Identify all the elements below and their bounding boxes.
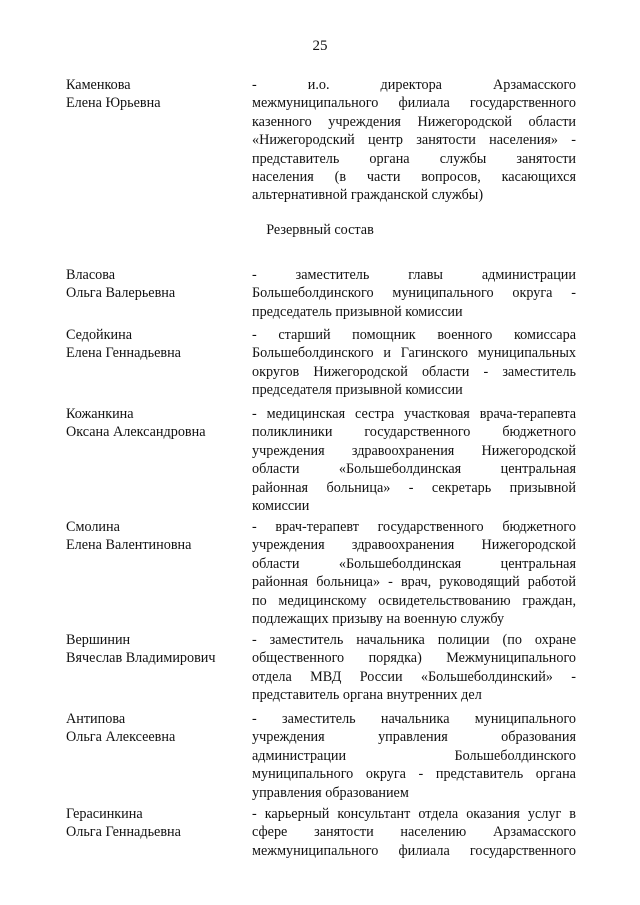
role-line: учреждения управления образования (252, 729, 576, 746)
role-line: альтернативной гражданской службы) (252, 187, 484, 204)
section-heading: Резервный состав (266, 222, 374, 238)
member-given-names: Оксана Александровна (66, 424, 206, 441)
role-line: - заместитель начальника муниципального (252, 711, 576, 727)
role-line: Большеболдинского муниципального округа - (252, 285, 576, 302)
role-line: районная больница» - врач, руководящий работой (252, 574, 576, 591)
member-given-names: Ольга Геннадьевна (66, 824, 181, 841)
member-name-block (66, 805, 246, 842)
role-line: - врач-терапевт государственного бюджетного (252, 519, 576, 535)
role-line: комиссии (252, 497, 310, 514)
member-role (252, 405, 576, 515)
role-line: населения (в части вопросов, касающихся (252, 168, 576, 185)
role-line: округов Нижегородской области - заместитель (252, 363, 576, 380)
member-surname: Власова (66, 267, 116, 283)
role-line: учреждения здравоохранения Нижегородской (252, 442, 576, 459)
member-name-block (66, 710, 246, 747)
member-role (252, 710, 576, 802)
member-surname: Смолина (66, 519, 120, 535)
member-given-names: Вячеслав Владимирович (66, 650, 216, 667)
member-name-block (66, 405, 246, 442)
role-line: области «Большеболдинская центральная (252, 555, 576, 572)
member-given-names: Елена Валентиновна (66, 537, 192, 554)
member-name-block (66, 518, 246, 555)
role-line: - заместитель начальника полиции (по охране (252, 632, 576, 648)
member-role (252, 326, 576, 400)
role-line: районная больница» - секретарь призывной (252, 479, 576, 496)
member-surname: Вершинин (66, 632, 131, 648)
member-surname: Кожанкина (66, 406, 134, 422)
member-given-names: Ольга Алексеевна (66, 729, 176, 746)
member-role (252, 805, 576, 860)
role-line: отдела МВД России «Большеболдинский» - (252, 668, 576, 685)
member-given-names: Ольга Валерьевна (66, 285, 176, 302)
role-line: муниципального округа - представитель органа (252, 766, 576, 783)
role-line: председатель призывной комиссии (252, 303, 463, 320)
member-role (252, 266, 576, 321)
member-role (252, 518, 576, 628)
role-line: управления образованием (252, 784, 409, 801)
role-line: поликлиники государственного бюджетного (252, 424, 576, 441)
member-surname: Каменкова (66, 77, 131, 93)
role-line: председателя призывной комиссии (252, 382, 463, 399)
role-line: Большеболдинского и Гагинского муниципальных (252, 345, 576, 362)
role-line: межмуниципального филиала государственного (252, 842, 576, 859)
role-line: области «Большеболдинская центральная (252, 461, 576, 478)
role-line: - медицинская сестра участковая врача-терапевта (252, 406, 576, 422)
member-name-block (66, 76, 246, 113)
role-line: «Нижегородский центр занятости населения» - (252, 132, 576, 149)
role-line: по медицинскому освидетельствованию граждан, (252, 592, 576, 609)
role-line: - и.о. директора Арзамасского (252, 77, 576, 93)
role-line: - карьерный консультант отдела оказания услуг в (252, 806, 576, 822)
role-line: межмуниципального филиала государственного (252, 95, 576, 112)
member-given-names: Елена Юрьевна (66, 95, 161, 112)
page-number: 25 (312, 38, 328, 54)
member-name-block (66, 631, 246, 668)
member-name-block (66, 326, 246, 363)
role-line: представитель органа внутренних дел (252, 687, 482, 704)
member-surname: Антипова (66, 711, 126, 727)
role-line: - старший помощник военного комиссара (252, 327, 576, 343)
role-line: казенного учреждения Нижегородской области (252, 113, 576, 130)
role-line: представитель органа службы занятости (252, 150, 576, 167)
role-line: подлежащих призыву на военную службу (252, 610, 505, 627)
member-role (252, 631, 576, 705)
role-line: - заместитель главы администрации (252, 267, 576, 283)
role-line: общественного порядка) Межмуниципального (252, 650, 576, 667)
member-role (252, 76, 576, 205)
member-surname: Седойкина (66, 327, 133, 343)
member-surname: Герасинкина (66, 806, 143, 822)
role-line: учреждения здравоохранения Нижегородской (252, 537, 576, 554)
role-line: сфере занятости населению Арзамасского (252, 824, 576, 841)
role-line: администрации Большеболдинского (252, 747, 576, 764)
member-given-names: Елена Геннадьевна (66, 345, 181, 362)
member-name-block (66, 266, 246, 303)
